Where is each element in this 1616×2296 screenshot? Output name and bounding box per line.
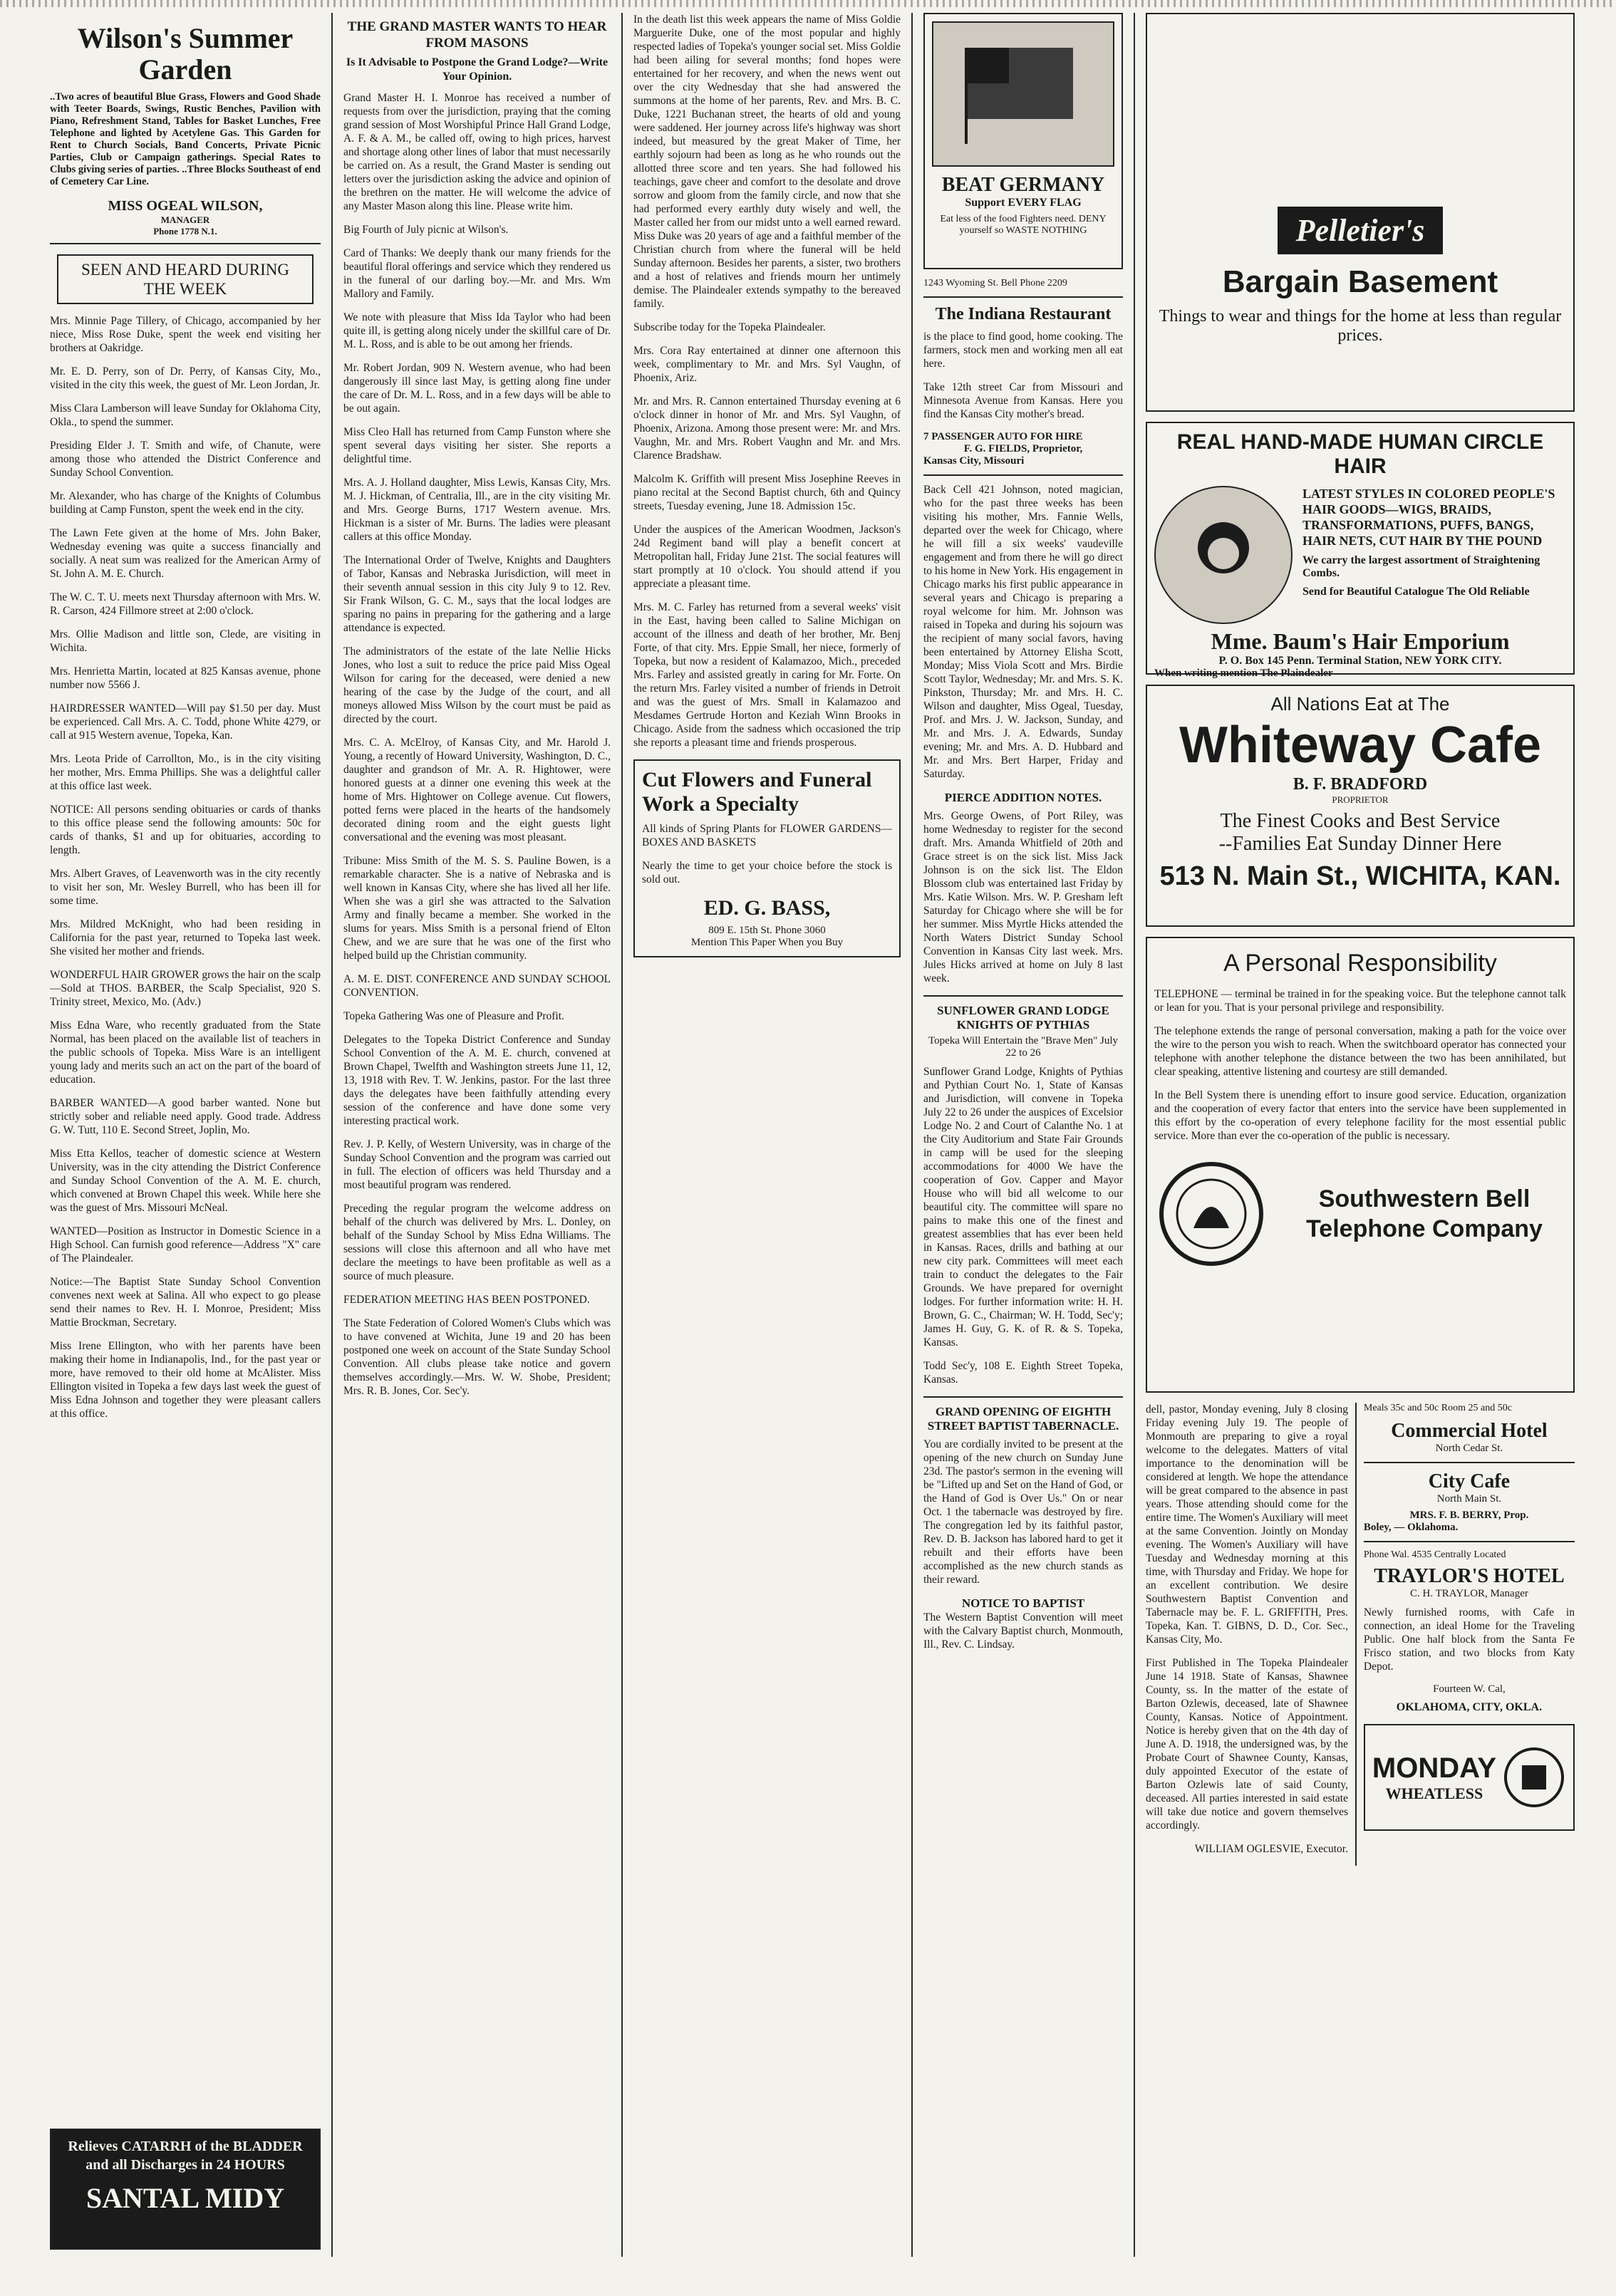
seen-items — [50, 314, 321, 1420]
flag-icon — [959, 41, 1087, 147]
article-paragraph: Miss Cleo Hall has returned from Camp Funston where she spent several days visiting her sister. She reports a delightful time. — [343, 426, 611, 465]
article-paragraph: The administrators of the estate of the late Nellie Hicks Jones, who lost a suit to reduce the price paid Miss Ogeal Wilson for caring for the deceased, were denied a new hearing of the case by the Judge of the court, and all moneys allowed Miss Wilson by the court must be paid as directed by the court. — [343, 645, 611, 725]
wilson-title: Wilson's Summer Garden — [77, 22, 294, 85]
news-item: Miss Etta Kellos, teacher of domestic science at Western University, was in the city attending the District Conference and Sunday School Convention of the A. M. E. church, which convened at Brown Chapel this week. While here she was the guest of Mrs. Missouri McNeal. — [50, 1148, 321, 1214]
baum-carry: We carry the largest assortment of Straightening Combs. — [1302, 554, 1540, 579]
grand-master-subhead: Is It Advisable to Postpone the Grand Lodge?—Write Your Opinion. — [346, 56, 608, 83]
news-item: Miss Edna Ware, who recently graduated from the State Normal, has been placed on the available list of teachers in the public schools of Topeka. Miss Ware is an intelligent young lady and merits such an act on the part of the board of education. — [50, 1019, 321, 1086]
pelletier-body: Things to wear and things for the home at less than regular prices. — [1159, 307, 1562, 345]
baum-catalogue: Send for Beautiful Catalogue The Old Reliable — [1302, 586, 1530, 598]
beat-germany-ad — [923, 13, 1123, 269]
news-item: Notice:—The Baptist State Sunday School Convention convenes next week at Salina. All who expect to go please send their names to Rev. H. I. Monroe, President; Miss Mattie Brockman, Secretary. — [50, 1276, 321, 1329]
pelletier-title: Bargain Basement — [1222, 264, 1498, 299]
wilson-phone: Phone 1778 N.1. — [153, 226, 217, 237]
baum-ad — [1146, 422, 1575, 679]
traylor-owner: C. H. TRAYLOR, Manager — [1410, 1588, 1528, 1599]
article-paragraph: Grand Master H. I. Monroe has received a number of requests from over the jurisdiction, praying that the coming grand session of Most Worshipful Prince Hall Grand Lodge, A. F. & A. M., be called off, owing to high prices, harvest and shortage along other lines of labor that must necessarily be carried on. As a result, the Grand Master is sending out letters over the jurisdiction asking the advice and opinion of the brethren on the matter. He will welcome the advice of any Master Mason along this line. Please write him. — [343, 92, 611, 212]
news-item: WANTED—Position as Instructor in Domestic Science in a High School. Can furnish good reference—Address "X" care of The Plaindealer. — [50, 1225, 321, 1264]
traylor-addr: Fourteen W. Cal, — [1433, 1683, 1506, 1695]
divider — [1364, 1541, 1575, 1542]
traylor-top: Phone Wal. 4535 Centrally Located — [1363, 1549, 1506, 1560]
divider — [923, 1396, 1123, 1398]
divider — [1364, 1462, 1575, 1463]
city-cafe-title: City Cafe — [1428, 1470, 1511, 1492]
beat-title: BEAT GERMANY — [941, 174, 1105, 196]
monday-ad — [1364, 1724, 1575, 1831]
article-paragraph: Back Cell 421 Johnson, noted magician, who for the past three weeks has been visiting his mother, Mrs. Fannie Wells, departed over the week for Chicago, where he will fill a six weeks' vaudeville engagement and from there he will go direct to his home in New York. His engagement in Chicago marks his first public appearance in several years and Chicago is preparing a royal welcome for him. Mr. Johnson was raised in Topeka and during his sojourn was the recipient of many social favors, having been entertained by Attorney Elisha Scott, Monday; Miss Viola Scott and Mrs. Birdie Scott Taylor, Wednesday; Mr. and Mrs. S. K. Pinkston, Thursday; Mr. and Mrs. H. C. Wilson and daughter, Miss Ogeal, Tuesday, Prof. and Mrs. J. W. Jackson, Sunday, and Mr. and Mrs. J. A. Edwards, Sunday evening; Mr. and Mrs. A. D. Hubbard and Mr. and Mrs. Bert Harper, Friday and Saturday. — [923, 484, 1123, 780]
article-paragraph: In the death list this week appears the name of Miss Goldie Marguerite Duke, one of the most popular and highly respected ladies of Topeka's younger social set. Miss Goldie had been ailing for several months; fond hopes were entertained for her recovery, and when the news went out over the city Wednesday that she had answered the summons at the home of her parents, Rev. and Mrs. B. C. Duke, 1221 Buchanan street, the hearts of old and young were saddened. Her journey across life's highway was short indeed, but measured by the great Maker of Time, her earthly sojourn had been as long as he who rounds out the allotted three score and ten years. She had followed his teachings, gave cheer and comfort to the desolate and drove sorrow and gloom from the family circle, and now that she had performed every earthly duty wisely and well, the Master called her from our midst unto a well earned reward. Miss Duke was 20 years of age and a faithful member of the Christian church from where the funeral will be held Sunday afternoon. Besides her parents, a sister, two brothers and a host of relatives and friends mourn her untimely demise. The Plaindealer extends sympathy to the bereaved family. — [633, 14, 901, 310]
divider — [923, 296, 1123, 298]
traylor-city: OKLAHOMA, CITY, OKLA. — [1396, 1701, 1543, 1713]
commercial-title: Commercial Hotel — [1391, 1420, 1548, 1442]
news-item: Mrs. Ollie Madison and little son, Clede, are visiting in Wichita. — [50, 628, 321, 654]
sunflower-sign: Todd Sec'y, 108 E. Eighth Street Topeka, Kansas. — [923, 1360, 1123, 1386]
column-rule — [1355, 1403, 1357, 1866]
pelletier-brand: Pelletier's — [1278, 207, 1444, 254]
woman-portrait-icon — [1181, 512, 1266, 598]
flowers-body: All kinds of Spring Plants for FLOWER GARDENS—BOXES AND BASKETS — [642, 823, 892, 848]
column-5 — [1139, 13, 1582, 2264]
article-paragraph: Mrs. M. C. Farley has returned from a several weeks' visit in the East, having been called to Saline Michigan on account of the illness and death of her brother, Mr. Benj Forte, of that city. Mrs. Eppie Small, her niece, formerly of Topeka, but now a resident of Kalamazoo, Mich., preceded Mrs. Farley and assisted greatly in caring for Mr. Forte. On the return Mrs. Farley visited a number of friends in Detroit and was the guest of Mrs. Small in Kalamazoo and Mesdames Gertrude Horton and Keziah Winn Brooks in Chicago. Aside from the sadness which occasioned the trip she reports a pleasant time and friends prosperous. — [633, 601, 901, 749]
baum-list: LATEST STYLES IN COLORED PEOPLE'S HAIR GOODS—WIGS, BRAIDS, TRANSFORMATIONS, PUFFS, BANGS, HAIR NETS, CUT HAIR BY THE POUND — [1302, 487, 1555, 548]
bell-logo-icon — [1154, 1157, 1268, 1271]
legal-sign: WILLIAM OGLESVIE, Executor. — [1194, 1843, 1348, 1855]
notice-body: The Western Baptist Convention will meet with the Calvary Baptist church, Monmouth, Ill., Rev. C. Lindsay. — [923, 1611, 1123, 1651]
bell-p2: The telephone extends the range of personal conversation, making a path for the voice over the wire to the person you wish to reach. When the switchboard operator has connected your telephone with another telephone the distance between the two has been annihilated, but clear speaking, attentive listening and courtesy are still demanded. — [1154, 1025, 1566, 1078]
flag-illustration — [932, 21, 1114, 167]
article-paragraph: Rev. J. P. Kelly, of Western University, was in charge of the Sunday School Convention and the program was carried out in full. The election of officers was held Thursday and a most beautiful program was rendered. — [343, 1138, 611, 1191]
article-paragraph: We note with pleasure that Miss Ida Taylor who had been quite ill, is getting along nicely under the skillful care of Dr. M. L. Ross, and is able to be out among her friends. — [343, 311, 611, 350]
news-item: Mrs. Leota Pride of Carrollton, Mo., is in the city visiting her mother, Mrs. Emma Phillips. She was a delightful caller at this office last week. — [50, 753, 321, 792]
news-item: Mrs. Minnie Page Tillery, of Chicago, accompanied by her niece, Miss Rose Duke, spent the week end visiting her brothers at Oakridge. — [50, 315, 321, 354]
wilson-body: ..Two acres of beautiful Blue Grass, Flowers and Good Shade with Teeter Boards, Swings, Rustic Benches, Pavilion with Piano, Refreshment Stand, Tables for Basket Lunches, Free Telephone and lighted by Acetylene Gas. This Garden for Rent to Church Socials, Band Concerts, Private Picnic Parties, Club or Campaign gatherings. Special Rates to Clubs giving series of parties. ..Three Blocks Southeast of end of Cemetery Car Line. — [50, 91, 321, 187]
news-item: HAIRDRESSER WANTED—Will pay $1.50 per day. Must be experienced. Call Mrs. A. C. Todd, phone White 4279, or call at 915 Western avenue, Topeka, Kan. — [50, 702, 321, 742]
baum-heading: REAL HAND-MADE HUMAN CIRCLE HAIR — [1176, 430, 1544, 478]
bell-ad — [1146, 937, 1575, 1393]
whiteway-owner: B. F. BRADFORD — [1293, 775, 1428, 794]
indiana-title: The Indiana Restaurant — [935, 305, 1112, 323]
news-item: WONDERFUL HAIR GROWER grows the hair on the scalp—Sold at THOS. BARBER, the Scalp Specialist, 920 S. Trinity street, Mexico, Mo. (Adv.) — [50, 969, 321, 1008]
article-paragraph: Mr. Robert Jordan, 909 N. Western avenue, who had been dangerously ill since last May, is getting along fine under the care of Dr. M. L. Ross, and in a few days will be able to be out again. — [343, 362, 611, 415]
news-item: Mr. E. D. Perry, son of Dr. Perry, of Kansas City, Mo., visited in the city this week, the guest of Mr. Leon Jordan, Jr. — [50, 365, 321, 391]
article-paragraph: Mrs. Cora Ray entertained at dinner one afternoon this week, complimentary to Mr. and Mrs. Syl Vaughn, of Phoenix, Ariz. — [633, 345, 901, 384]
traylor-body: Newly furnished rooms, with Cafe in connection, an ideal Home for the Traveling Public. One half block from the Santa Fe Frisco station, and two blocks from Katy Depot. — [1363, 1606, 1575, 1673]
beat-sub: Support EVERY FLAG — [965, 197, 1082, 209]
top-edge-noise — [0, 0, 1616, 7]
article-paragraph: A. M. E. DIST. CONFERENCE AND SUNDAY SCHOOL CONVENTION. — [343, 973, 611, 999]
santal-ad — [50, 2129, 321, 2250]
grand-master-headline: THE GRAND MASTER WANTS TO HEAR FROM MASONS — [347, 19, 607, 51]
bell-p3: In the Bell System there is unending effort to insure good service. Education, organization and the cooperation of every factor that enters into the service have been supplemented in this effort by the co-operation of every telephone facility for the most essential public service. More than ever the co-operation of the public is necessary. — [1154, 1089, 1566, 1142]
portrait-illustration — [1154, 486, 1293, 624]
article-paragraph: FEDERATION MEETING HAS BEEN POSTPONED. — [343, 1294, 590, 1306]
bell-company: Southwestern Bell Telephone Company — [1306, 1185, 1543, 1242]
news-item: The Lawn Fete given at the home of Mrs. John Baker, Wednesday evening was quite a success financially and socially. A neat sum was realized for the American Army of St. John A. M. E. Church. — [50, 527, 321, 580]
pierce-body: Mrs. George Owens, of Port Riley, was home Wednesday to register for the second draft. Mrs. Amanda Whitfield of 20th and Grace street is on the sick list. Miss Jack Johnson is on the sick list. The Eldon Blossom club was entertained last Friday by Mrs. Katie Wilson. Mrs. W. P. Gresham left Saturday for Chicago where she will be for her summer. Miss Myrtle Hicks attended the North Waters District Sunday School Convention in Kansas City last week. Mrs. Jules Hicks arrived at home on July 8 last week. — [923, 810, 1123, 985]
city-cafe-owner: MRS. F. B. BERRY, Prop. — [1409, 1510, 1529, 1521]
divider — [923, 995, 1123, 997]
grand-opening-title: GRAND OPENING OF EIGHTH STREET BAPTIST TABERNACLE. — [927, 1405, 1119, 1433]
whiteway-role: PROPRIETOR — [1332, 794, 1389, 805]
news-item: NOTICE: All persons sending obituaries or cards of thanks to this office please send the following amounts: 50c for cards of thanks, $1 and up for obituaries, according to length. — [50, 804, 321, 856]
article-paragraph: Subscribe today for the Topeka Plaindealer. — [633, 321, 826, 333]
news-item: Miss Irene Ellington, who with her parents have been making their home in Indianapolis, Ind., for the past year or more, have removed to their old home at McAlister. Miss Ellington visited in Topeka a few days last week the guest of Miss Edna Johnson and together they were pleasant callers at this office. — [50, 1340, 321, 1420]
whiteway-addr: 513 N. Main St., WICHITA, KAN. — [1159, 861, 1561, 891]
wilson-name: MISS OGEAL WILSON, — [108, 198, 263, 214]
santal-brand: SANTAL MIDY — [86, 2182, 285, 2214]
flowers-title: Cut Flowers and Funeral Work a Specialty — [642, 768, 872, 816]
indiana-city: Kansas City, Missouri — [923, 455, 1025, 467]
article-paragraph: Mrs. A. J. Holland daughter, Miss Lewis, Kansas City, Mrs. M. J. Hickman, of Centralia, Ill., are in the city visiting Mr. and Mrs. George Burns, 1717 Western avenue. Mrs. Hickman is a sister of Mr. Burns. The ladies were pleasant callers at this office Monday. — [343, 477, 611, 543]
column-4 — [916, 13, 1130, 2264]
bell-title: A Personal Responsibility — [1223, 950, 1497, 977]
col4-news — [923, 483, 1123, 781]
column-3 — [626, 13, 908, 2264]
flowers-ad — [633, 759, 901, 957]
news-item: The W. C. T. U. meets next Thursday afternoon with Mrs. W. R. Carson, 424 Fillmore street at 2:00 o'clock. — [50, 591, 321, 617]
seen-heading: SEEN AND HEARD DURING THE WEEK — [81, 261, 289, 298]
flowers-note: Nearly the time to get your choice before the stock is sold out. — [642, 860, 892, 885]
whiteway-line1: The Finest Cooks and Best Service — [1220, 810, 1501, 832]
seen-heading-box — [57, 254, 314, 304]
article-paragraph: Delegates to the Topeka District Conference and Sunday School Convention of the A. M. E. church, convened at Brown Chapel, Twelfth and Washington streets June 11, 12, 13, 1918 with Rev. T. W. Jenkins, pastor. For the last three days the delegates have been faithfully attending every session of the conference and have done some very interesting practical work. — [343, 1034, 611, 1127]
notice-title: NOTICE TO BAPTIST — [961, 1596, 1085, 1610]
article-paragraph: Preceding the regular program the welcome address on behalf of the church was delivered by Mrs. L. Donley, on behalf of the Sunday School by Miss Edna Williams. The sessions will close this afternoon and all who have met declare the meetings to have been profitable as well as a source of much pleasure. — [343, 1202, 611, 1282]
article-paragraph: Topeka Gathering Was one of Pleasure and Profit. — [343, 1010, 564, 1022]
indiana-owner: F. G. FIELDS, Proprietor, — [963, 443, 1083, 454]
flowers-mention: Mention This Paper When you Buy — [690, 937, 844, 948]
indiana-body: is the place to find good, home cooking. The farmers, stock men and working men all eat here. — [923, 331, 1123, 370]
column-rule — [911, 13, 913, 2257]
city-cafe-addr: North Main St. — [1436, 1493, 1502, 1505]
flowers-addr: 809 E. 15th St. Phone 3060 — [708, 925, 826, 936]
beat-body: Eat less of the food Fighters need. DENY yourself so WASTE NOTHING — [940, 214, 1107, 236]
indiana-passenger: 7 PASSENGER AUTO FOR HIRE — [923, 431, 1083, 442]
news-item: Presiding Elder J. T. Smith and wife, of Chanute, were among those who attended the District Conference and Sunday School Convention. — [50, 440, 321, 479]
column-rule — [621, 13, 623, 2257]
column-rule — [1134, 13, 1135, 2257]
column-1 — [43, 13, 328, 2264]
article-paragraph: Under the auspices of the American Woodmen, Jackson's 24d Regiment band will play a benefit concert at Metropolitan hall, Friday June 21st. The social features will start promptly at 10 o'clock. You should attend if you appreciate a pleasant time. — [633, 524, 901, 590]
article-paragraph: Tribune: Miss Smith of the M. S. S. Pauline Bowen, is a remarkable character. She is a native of Nebraska and is well known in Kansas City, where she has lived all her life. When she was a girl she was attracted to the Salvation Army and finally became a member. She worked in the slums for years. Miss Smith is a personal friend of Elton Chew, and we are sure that he was one of the first who helped build up the Christian community. — [343, 855, 611, 962]
news-item: Mrs. Mildred McKnight, who had been residing in California for the past year, returned to Topeka last week. She visited her mother and friends. — [50, 918, 321, 957]
city-cafe-city: Boley, — Oklahoma. — [1363, 1522, 1459, 1533]
whiteway-line2: --Families Eat Sunday Dinner Here — [1218, 833, 1502, 855]
news-item: BARBER WANTED—A good barber wanted. None but strictly sober and reliable need apply. Good trade. Address G. W. Tutt, 110 E. Second Street, Joplin, Mo. — [50, 1097, 321, 1136]
baum-addr: P. O. Box 145 Penn. Terminal Station, NEW YORK CITY. — [1218, 655, 1502, 667]
article-paragraph: Mrs. C. A. McElroy, of Kansas City, and Mr. Harold J. Young, a recently of Howard University, Washington, D. C., daughter and grandson of Mr. A. R. Hightower, were honored guests at a dinner one evening this week at the home of Mrs. Hightower on College avenue. Cut flowers, potted ferns were placed in the hearts of the handsomely decorated dining room and the eight guests light conversational and the evening was most pleasant. — [343, 737, 611, 843]
news-item: Mrs. Albert Graves, of Leavenworth was in the city recently to visit her son, Mr. Wesley Burrell, who has been ill for some time. — [50, 868, 321, 907]
col2-body — [343, 91, 611, 1398]
article-paragraph: Card of Thanks: We deeply thank our many friends for the beautiful floral offerings and service which they rendered us in the funeral of our darling boy.—Mr. and Mrs. Wm Mallory and Family. — [343, 247, 611, 300]
whiteway-top: All Nations Eat at The — [1270, 693, 1450, 715]
monday-title: MONDAY — [1372, 1752, 1496, 1784]
sunflower-sub: Topeka Will Entertain the "Brave Men" July 22 to 26 — [928, 1035, 1119, 1059]
whiteway-ad — [1146, 685, 1575, 927]
whiteway-title: Whiteway Cafe — [1179, 717, 1542, 774]
santal-text: Relieves CATARRH of the BLADDER and all Discharges in 24 HOURS — [68, 2139, 303, 2173]
article-paragraph: The State Federation of Colored Women's Clubs which was to have convened at Wichita, June 19 and 20 has been postponed one week on account of the State Sunday School Convention. All clubs please take notice and govern themselves accordingly.—Mrs. W. W. Shobe, President; Mrs. R. B. Jones, Cor. Sec'y. — [343, 1317, 611, 1397]
divider — [923, 474, 1123, 476]
sunflower-body: Sunflower Grand Lodge, Knights of Pythias and Pythian Court No. 1, State of Kansas and Jurisdiction, will convene in Topeka July 22 to 26 under the auspices of Excelsior Lodge No. 2 and Court of Calanthe No. 1 at the City Auditorium and State Fair Grounds in camp will be used for the sleeping accommodations for 4000 We have the cooperation of Gov. Capper and Mayor House who will bid all welcome to our beautiful city. The committee will spare no pains to make this one of the finest and greatest assemblies that has ever been held in Kansas. Races, drills and bathing at our new city park. Committees will meet each train to conduct the delegates to the Fair Grounds. We have prepared for overnight lodges. For further information write: H. H. Brown, G. C., Chairman; W. H. Todd, Sec'y; James H. Guy, G. K. of R. & S. Topeka, Kansas. — [923, 1066, 1123, 1349]
column-rule — [331, 13, 333, 2257]
commercial-addr: North Cedar St. — [1435, 1443, 1503, 1454]
legal-notice: First Published in The Topeka Plaindealer June 14 1918. State of Kansas, Shawnee County, ss. In the matter of the estate of Barton Ozlewis, deceased, late of Shawnee County, Kansas. Notice of Appointment. Notice is hereby given that on the 4th day of June A. D. 1918, the undersigned was, by the Probate Court of Shawnee County, Kansas, duly appointed Executor of the estate of Barton Ozlewis late of said County, deceased. All parties interested in said estate will take due notice and govern themselves accordingly. — [1146, 1657, 1348, 1832]
monday-sub: WHEATLESS — [1385, 1784, 1483, 1802]
article-paragraph: The International Order of Twelve, Knights and Daughters of Tabor, Kansas and Nebraska Jurisdiction, will meet in their seventh annual session in this city July 9 to 12. Rev. Sir Frank Wilson, G. C. M., says that the local lodges are sparing no pains in preparing for the gathering and a large attendance is expected. — [343, 554, 611, 634]
seal-icon — [1502, 1745, 1566, 1809]
wilson-ad — [50, 23, 321, 244]
pierce-title: PIERCE ADDITION NOTES. — [944, 791, 1102, 804]
article-paragraph: Mr. and Mrs. R. Cannon entertained Thursday evening at 6 o'clock dinner in honor of Mr. and Mrs. Syl Vaughn, of Phoenix, Arizona. Among those present were: Mr. and Mrs. Vaughn, Mr. and Mrs. Robert Vaughn and Mr. and Mrs. Clarence Bradshaw. — [633, 395, 901, 462]
column-2 — [336, 13, 618, 2264]
indiana-addr: 1243 Wyoming St. Bell Phone 2209 — [923, 278, 1067, 289]
news-item: Miss Clara Lamberson will leave Sunday for Oklahoma City, Okla., to spend the summer. — [50, 402, 321, 428]
newspaper-page — [43, 13, 1582, 2278]
baum-mention: When writing mention The Plaindealer — [1154, 667, 1333, 679]
news-item: Mr. Alexander, who has charge of the Knights of Columbus building at Camp Funston, spent the week end in the city. — [50, 490, 321, 516]
traylor-title: TRAYLOR'S HOTEL — [1374, 1565, 1565, 1587]
flowers-name: ED. G. BASS, — [703, 896, 831, 920]
news-item: Mrs. Henrietta Martin, located at 825 Kansas avenue, phone number now 5566 J. — [50, 665, 321, 691]
commercial-top: Meals 35c and 50c Room 25 and 50c — [1363, 1403, 1512, 1413]
bell-p1: TELEPHONE — terminal be trained in for the speaking voice. But the telephone cannot talk or lean for you. That is your personal privilege and responsibility. — [1154, 988, 1566, 1014]
convention-news: dell, pastor, Monday evening, July 8 closing Friday evening July 19. The people of Monmouth are preparing to give a royal welcome to the delegates. Matters of vital importance to the denomination will be considered at length. We hope the attendance will be great compared to the absence in past years. Those attending should come for the entire time. The Women's Auxiliary will meet at the same Convention. Jointly on Monday evening. The Women's Auxiliary will have Tuesday and Wednesday morning at this time, with Thursday and Friday. We hope for an excellent contribution. We desire Southwestern Baptist Convention and Tabernacle may be. F. L. GRIFFITH, Pres. Topeka, Kan. T. GIBNS, D. D., Cor. Sec., Kansas City, Mo. — [1146, 1403, 1348, 1646]
wilson-role: MANAGER — [160, 214, 210, 225]
baum-name: Mme. Baum's Hair Emporium — [1211, 628, 1510, 654]
sunflower-title: SUNFLOWER GRAND LODGE KNIGHTS OF PYTHIAS — [937, 1004, 1109, 1032]
indiana-dir: Take 12th street Car from Missouri and Minnesota Avenue from Kansas. Here you find the Kansas City mother's bread. — [923, 381, 1123, 420]
col3-body — [633, 13, 901, 749]
article-paragraph: Malcolm K. Griffith will present Miss Josephine Reeves in piano recital at the Second Baptist church, 6th and Quincy streets, Tuesday evening, June 18. Admission 15c. — [633, 473, 901, 512]
grand-opening-body: You are cordially invited to be present at the opening of the new church on Sunday June 23d. The pastor's sermon in the evening will be "Lifted up and Set on the Hand of God, or the Hand of God is Over Us." On or near Oct. 1 the tabernacle was destroyed by fire. The congregation led by its faithful pastor, Rev. D. B. Jackson has labored hard to get it rebuilt and their efforts have been accomplished as the new church stands as their reward. — [923, 1438, 1123, 1586]
pelletier-ad — [1146, 13, 1575, 412]
article-paragraph: Big Fourth of July picnic at Wilson's. — [343, 224, 509, 236]
